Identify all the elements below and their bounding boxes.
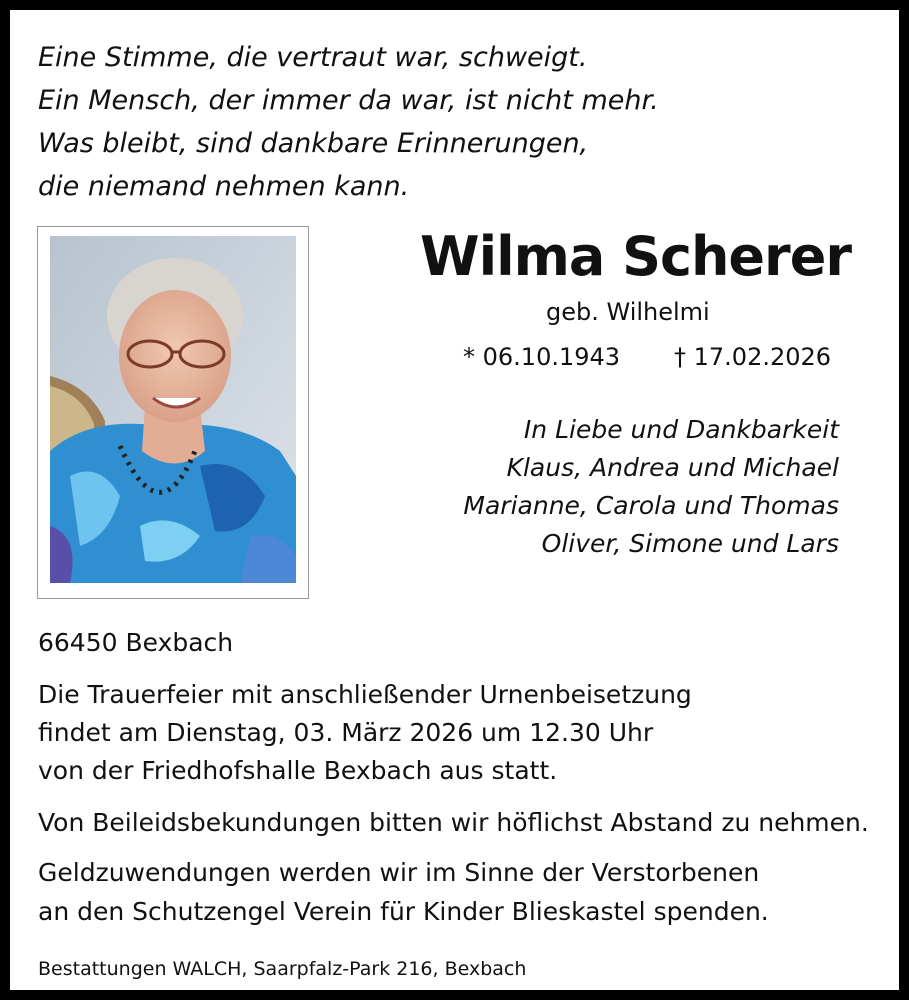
- ceremony-line-3: von der Friedhofshalle Bexbach aus statt.: [38, 756, 558, 785]
- ceremony-line-2: findet am Dienstag, 03. März 2026 um 12.30 Uhr: [38, 718, 654, 747]
- condolence-note: Von Beileidsbekundungen bitten wir höflichst Abstand zu nehmen.: [38, 808, 869, 837]
- death-date: † 17.02.2026: [674, 343, 832, 371]
- family-line-2: Klaus, Andrea und Michael: [506, 453, 839, 482]
- birth-date: * 06.10.1943: [463, 343, 621, 371]
- donation-line-2: an den Schutzengel Verein für Kinder Blieskastel spenden.: [38, 897, 769, 926]
- poem-line-1: Eine Stimme, die vertraut war, schweigt.: [38, 42, 588, 73]
- family-line-4: Oliver, Simone und Lars: [541, 529, 839, 558]
- poem-line-2: Ein Mensch, der immer da war, ist nicht mehr.: [38, 85, 659, 116]
- deceased-name: Wilma Scherer: [420, 225, 851, 288]
- ceremony-line-1: Die Trauerfeier mit anschließender Urnenbeisetzung: [38, 680, 692, 709]
- portrait-frame: [37, 226, 309, 599]
- poem-line-3: Was bleibt, sind dankbare Erinnerungen,: [38, 128, 589, 159]
- birth-name: geb. Wilhelmi: [546, 298, 710, 326]
- donation-line-1: Geldzuwendungen werden wir im Sinne der Verstorbenen: [38, 858, 760, 887]
- location: 66450 Bexbach: [38, 628, 234, 657]
- poem-line-4: die niemand nehmen kann.: [38, 171, 410, 202]
- portrait-photo: [50, 236, 296, 583]
- family-line-3: Marianne, Carola und Thomas: [463, 491, 839, 520]
- funeral-home: Bestattungen WALCH, Saarpfalz-Park 216, Bexbach: [38, 958, 527, 980]
- family-line-1: In Liebe und Dankbarkeit: [523, 415, 839, 444]
